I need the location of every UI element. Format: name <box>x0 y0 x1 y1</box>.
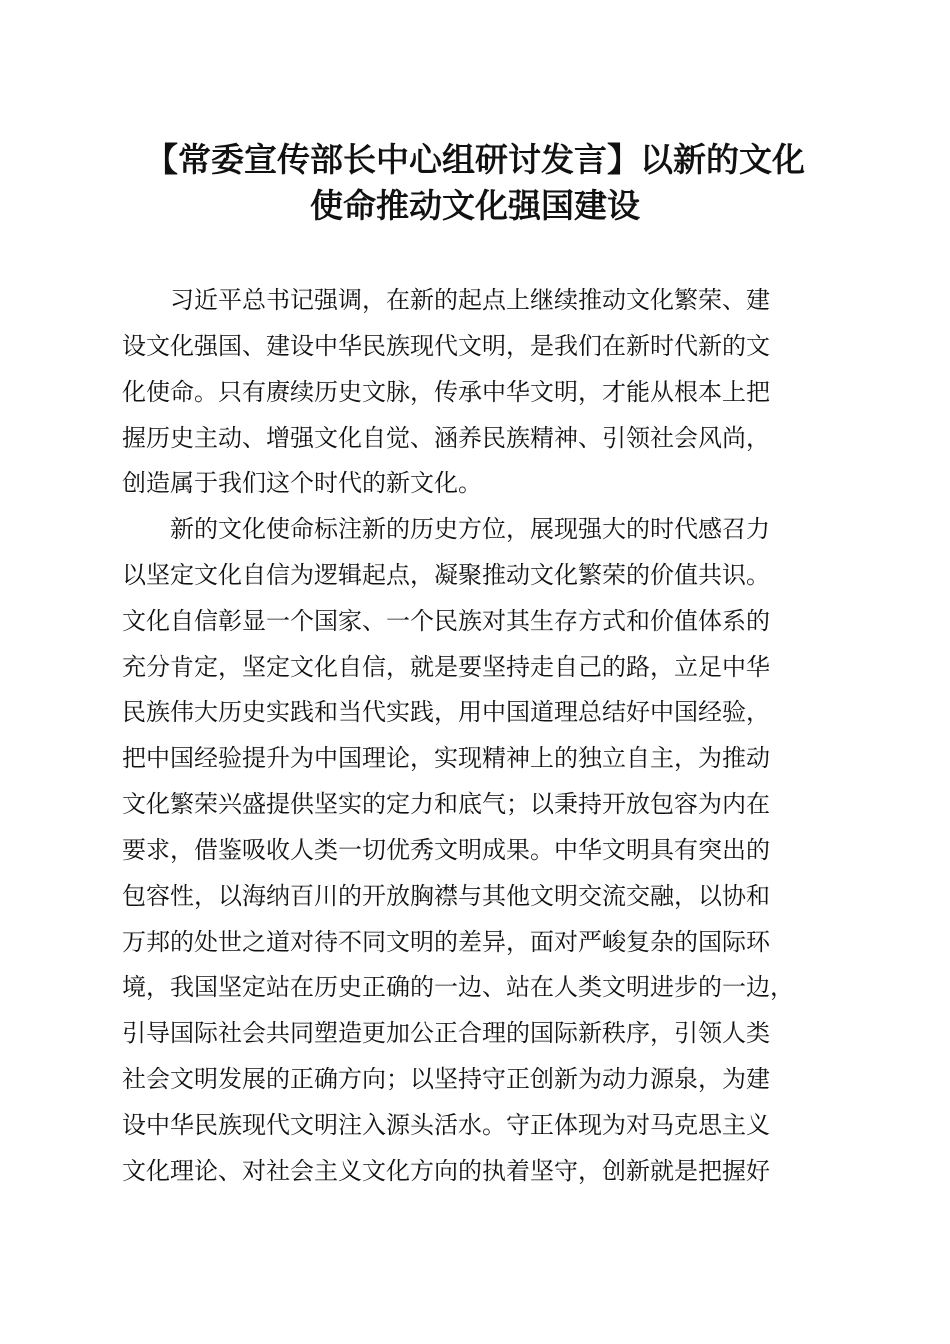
paragraph-2-line-5: 民族伟大历史实践和当代实践，用中国道理总结好中国经验， <box>122 698 770 726</box>
paragraph-2-line-1: 新的文化使命标注新的历史方位，展现强大的时代感召力 <box>170 515 770 543</box>
paragraph-1-line-2: 设文化强国、建设中华民族现代文明，是我们在新时代新的文 <box>122 332 770 360</box>
paragraph-2-line-12: 引导国际社会共同塑造更加公正合理的国际新秩序，引领人类 <box>122 1019 770 1047</box>
paragraph-2-line-6: 把中国经验提升为中国理论，实现精神上的独立自主，为推动 <box>122 744 770 772</box>
paragraph-2-line-13: 社会文明发展的正确方向；以坚持守正创新为动力源泉，为建 <box>122 1065 770 1093</box>
paragraph-2-line-14: 设中华民族现代文明注入源头活水。守正体现为对马克思主义 <box>122 1111 770 1139</box>
paragraph-1-line-5: 创造属于我们这个时代的新文化。 <box>122 469 482 497</box>
title-line-1: 【常委宣传部长中心组研讨发言】以新的文化 <box>145 140 805 179</box>
paragraph-2-line-4: 充分肯定，坚定文化自信，就是要坚持走自己的路，立足中华 <box>122 653 770 681</box>
paragraph-2-line-8: 要求，借鉴吸收人类一切优秀文明成果。中华文明具有突出的 <box>122 836 770 864</box>
paragraph-1-line-4: 握历史主动、增强文化自觉、涵养民族精神、引领社会风尚， <box>122 424 770 452</box>
paragraph-2-line-9: 包容性，以海纳百川的开放胸襟与其他文明交流交融，以协和 <box>122 882 770 910</box>
paragraph-2-line-11: 境，我国坚定站在历史正确的一边、站在人类文明进步的一边， <box>122 973 794 1001</box>
paragraph-2-line-2: 以坚定文化自信为逻辑起点，凝聚推动文化繁荣的价值共识。 <box>122 561 770 589</box>
paragraph-1-line-1: 习近平总书记强调，在新的起点上继续推动文化繁荣、建 <box>170 286 770 314</box>
paragraph-2-line-10: 万邦的处世之道对待不同文明的差异，面对严峻复杂的国际环 <box>122 928 770 956</box>
paragraph-2-line-15: 文化理论、对社会主义文化方向的执着坚守，创新就是把握好 <box>122 1157 770 1185</box>
paragraph-1-line-3: 化使命。只有赓续历史文脉，传承中华文明，才能从根本上把 <box>122 378 770 406</box>
paragraph-2-line-7: 文化繁荣兴盛提供坚实的定力和底气；以秉持开放包容为内在 <box>122 790 770 818</box>
title-line-2: 使命推动文化强国建设 <box>310 186 640 225</box>
paragraph-2-line-3: 文化自信彰显一个国家、一个民族对其生存方式和价值体系的 <box>122 607 770 635</box>
